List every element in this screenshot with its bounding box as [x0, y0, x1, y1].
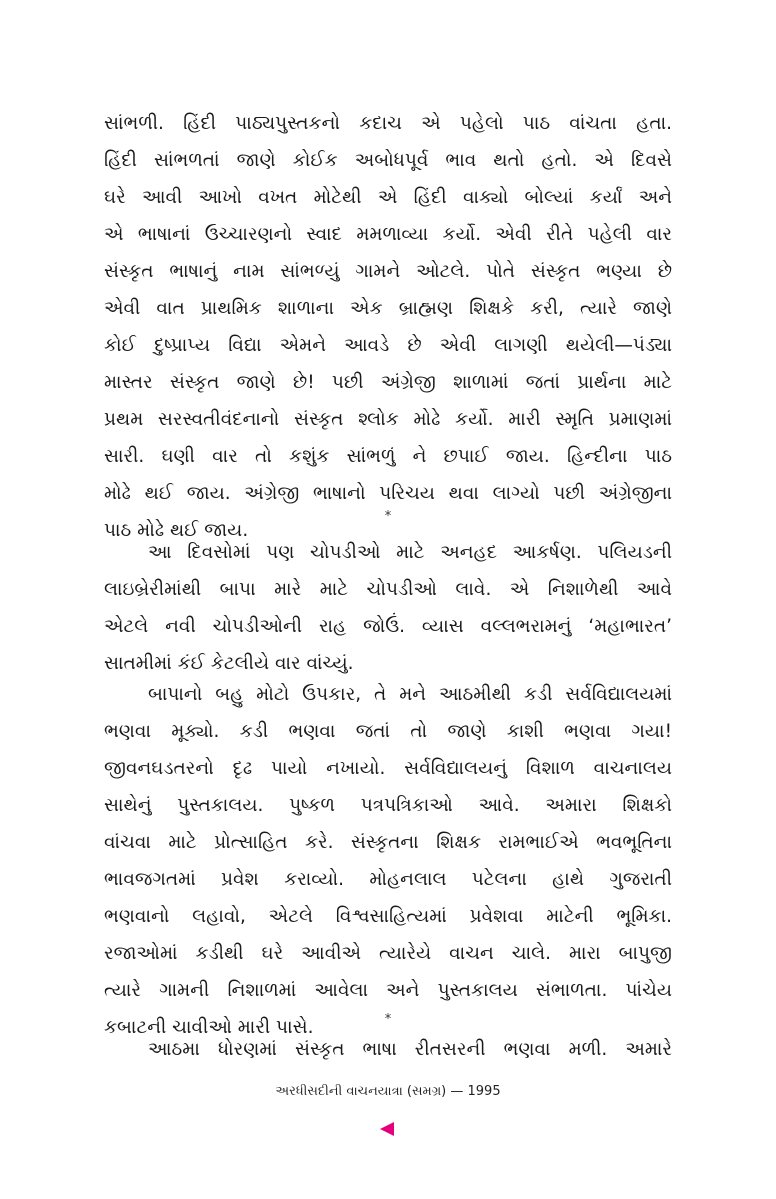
section-separator: * [384, 1012, 392, 1027]
text-line: સંસ્કૃત ભાષાનું નામ સાંભળ્યું ગામને ઓટલે. પોતે સંસ્કૃત ભણ્યા છે [104, 261, 672, 282]
text-line: આ દિવસોમાં પણ ચોપડીઓ માટે અનહદ આકર્ષણ. પલિયડની [148, 542, 672, 563]
paragraph-4 [104, 1031, 672, 1068]
text-line: હિંદી સાંભળતાં જાણે કોઈક અબોધપૂર્વ ભાવ થતો હતો. એ દિવસે [104, 150, 672, 171]
text-line: કોઈ દુષ્પ્રાપ્ય વિદ્યા એમને આવડે છે એવી લાગણી થયેલી—પંડ્યા [104, 335, 672, 356]
text-line: પાઠ મોઢે થઈ જાય. [104, 520, 249, 541]
text-line: લાઇબ્રેરીમાંથી બાપા મારે માટે ચોપડીઓ લાવે. એ નિશાળેથી આવે [104, 579, 672, 600]
text-line: સાતમીમાં કંઈ કેટલીયે વાર વાંચ્યું. [104, 653, 354, 674]
text-line: સાંભળી. હિંદી પાઠ્યપુસ્તકનો કદાચ એ પહેલો પાઠ વાંચતા હતા. [104, 113, 672, 134]
text-line: મોઢે થઈ જાય. અંગ્રેજી ભાષાનો પરિચય થવા લાગ્યો પછી અંગ્રેજીના [104, 483, 672, 504]
text-line: ભાવજગતમાં પ્રવેશ કરાવ્યો. મોહનલાલ પટેલના હાથે ગુજરાતી [104, 869, 672, 890]
previous-page-icon[interactable] [380, 1122, 394, 1136]
text-line: સારી. ઘણી વાર તો કશુંક સાંભળું ને છપાઈ જાય. હિન્દીના પાઠ [104, 446, 672, 467]
paragraph-1 [104, 105, 672, 549]
text-line: એવી વાત પ્રાથમિક શાળાના એક બ્રાહ્મણ શિક્ષકે કરી, ત્યારે જાણે [104, 298, 672, 319]
text-line: ઘરે આવી આખો વખત મોટેથી એ હિંદી વાક્યો બોલ્યાં કર્યાં અને [104, 187, 672, 208]
paragraph-2 [104, 534, 672, 682]
text-line: ત્યારે ગામની નિશાળમાં આવેલા અને પુસ્તકાલય સંભાળતા. પાંચેય [104, 980, 672, 1001]
text-line: કબાટની ચાવીઓ મારી પાસે. [104, 1017, 314, 1038]
text-line: જીવનઘડતરનો દૃઢ પાયો નખાયો. સર્વવિદ્યાલયનું વિશાળ વાચનાલય [104, 758, 672, 779]
text-line: પ્રથમ સરસ્વતીવંદનાનો સંસ્કૃત શ્લોક મોઢે કર્યો. મારી સ્મૃતિ પ્રમાણમાં [104, 409, 672, 430]
section-separator: * [384, 509, 392, 524]
text-line: આઠમા ધોરણમાં સંસ્કૃત ભાષા રીતસરની ભણવા મળી. અમારે [148, 1039, 672, 1060]
text-line: એ ભાષાનાં ઉચ્ચારણનો સ્વાદ મમળાવ્યા કર્યો. એવી રીતે પહેલી વાર [104, 224, 672, 245]
page-footer: અરધીસદીની વાચનયાત્રા (સમગ્ર) — 1995 [275, 1084, 501, 1099]
paragraph-3 [104, 676, 672, 1046]
text-line: વાંચવા માટે પ્રોત્સાહિત કરે. સંસ્કૃતના શિક્ષક રામભાઈએ ભવભૂતિના [104, 832, 672, 853]
text-line: ભણવા મૂક્યો. કડી ભણવા જતાં તો જાણે કાશી ભણવા ગયા! [104, 721, 672, 742]
text-line: એટલે નવી ચોપડીઓની રાહ જોઉં. વ્યાસ વલ્લભરામનું ‘મહાભારત’ [104, 616, 672, 637]
text-line: બાપાનો બહુ મોટો ઉપકાર, તે મને આઠમીથી કડી સર્વવિદ્યાલયમાં [148, 684, 672, 705]
text-line: માસ્તર સંસ્કૃત જાણે છે! પછી અંગ્રેજી શાળામાં જતાં પ્રાર્થના માટે [104, 372, 672, 393]
text-line: ભણવાનો લહાવો, એટલે વિશ્વસાહિત્યમાં પ્રવેશવા માટેની ભૂમિકા. [104, 906, 672, 927]
text-line: સાથેનું પુસ્તકાલય. પુષ્કળ પત્રપત્રિકાઓ આવે. અમારા શિક્ષકો [104, 795, 672, 816]
text-line: રજાઓમાં કડીથી ઘરે આવીએ ત્યારેયે વાચન ચાલે. મારા બાપુજી [104, 943, 672, 964]
